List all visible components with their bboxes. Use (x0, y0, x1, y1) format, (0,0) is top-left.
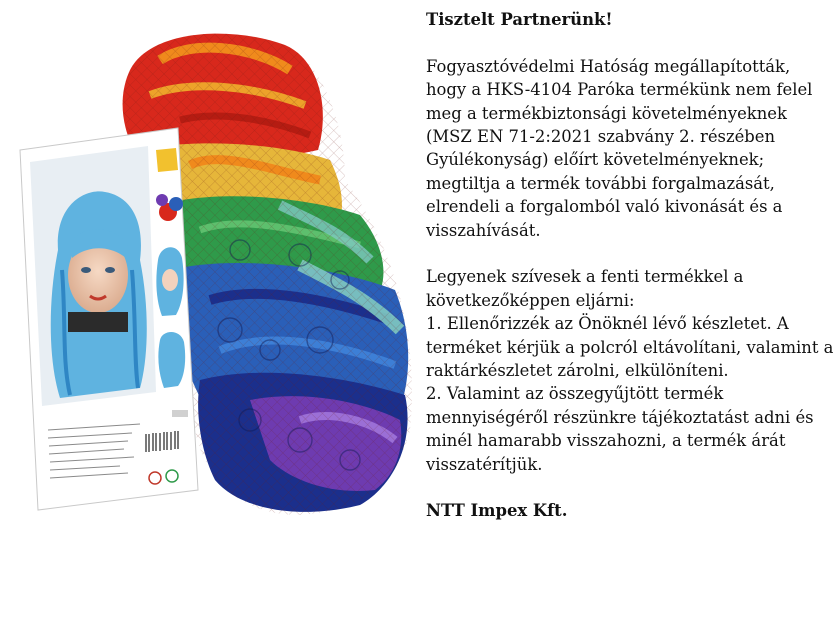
package-card (20, 128, 198, 510)
letter-greeting: Tisztelt Partnerünk! (426, 10, 613, 29)
letter-step-2: 2. Valamint az összegyűjtött termék mennyiségéről részünkre tájékoztatást adni és minél hamarabb visszahozni, a termék árát visszatérítjük. (426, 384, 814, 474)
letter-step-1: 1. Ellenőrizzék az Önöknél lévő készletet. A terméket kérjük a polcról eltávolítani, valamint a raktárkészletet zárolni, elkülöníteni. (426, 314, 834, 381)
recall-letter (426, 8, 834, 523)
letter-signature: NTT Impex Kft. (426, 501, 568, 521)
letter-paragraph-instructions: Legyenek szívesek a fenti termékkel a következőképpen eljárni: (426, 267, 744, 310)
letter-paragraph-finding: Fogyasztóvédelmi Hatóság megállapították, hogy a HKS-4104 Paróka termékünk nem felel meg a termékbiztonsági követelményeknek (MSZ EN 71-2:2021 szabvány 2. részében Gyúlékonyság) előírt követelményeknek; megtiltja a termék további forgalmazását, elrendeli a forgalomból való kivonását és a visszahívását. (426, 56, 813, 240)
paragraph-spacer (426, 242, 834, 265)
